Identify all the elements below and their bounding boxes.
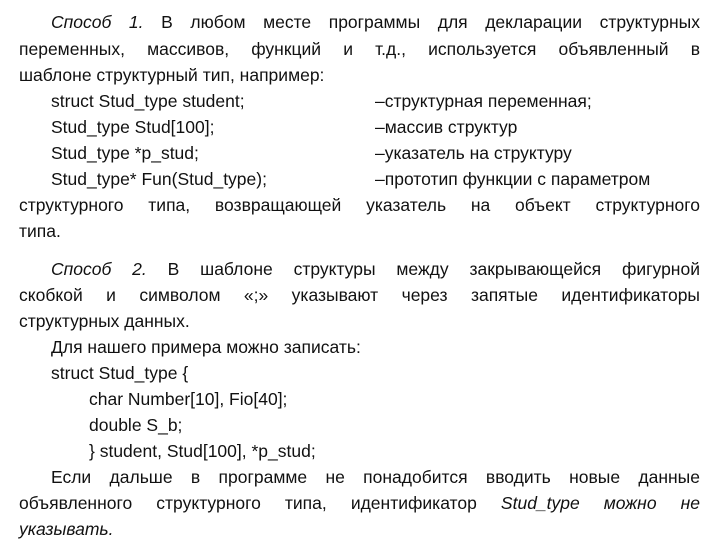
- method1-line8: структурного типа, возвращающей указатель на объект структурного: [19, 195, 700, 215]
- code-char-fields: char Number[10], Fio[40];: [89, 389, 288, 409]
- code-double-field: double S_b;: [89, 415, 183, 435]
- example-decl: Stud_type* Fun(Stud_type);: [51, 169, 267, 189]
- method1-line2: переменных, массивов, функций и т.д., используется объявленный в: [19, 39, 700, 59]
- method2-line10-italic: Stud_type можно не: [500, 493, 700, 513]
- method2-line3: структурных данных.: [19, 311, 190, 331]
- example-comment: –массив структур: [375, 117, 518, 137]
- code-struct-close: } student, Stud[100], *p_stud;: [89, 441, 316, 461]
- example-comment: –прототип функции с параметром: [375, 169, 651, 189]
- method2-line9: Если дальше в программе не понадобится вводить новые данные: [51, 467, 700, 487]
- method2-line1-text: В шаблоне структуры между закрывающейся фигурной: [146, 259, 700, 279]
- example-decl: struct Stud_type student;: [51, 91, 245, 111]
- method2-line11: указывать.: [19, 519, 114, 539]
- method1-line1-text: В любом месте программы для декларации структурных: [143, 12, 700, 32]
- example-comment: –структурная переменная;: [375, 91, 592, 111]
- method1-first-line: [51, 11, 700, 34]
- method2-line2: скобкой и символом «;» указывают через запятые идентификаторы: [19, 285, 700, 305]
- method1-label: Способ 1.: [51, 12, 144, 32]
- method2-line10: [19, 492, 700, 515]
- method1-line3: шаблоне структурный тип, например:: [19, 65, 325, 85]
- method2-line10-text: объявленного структурного типа, идентификатор: [19, 493, 501, 513]
- example-decl: Stud_type Stud[100];: [51, 117, 215, 137]
- method2-line4: Для нашего примера можно записать:: [51, 337, 361, 357]
- method2-first-line: [51, 258, 700, 281]
- example-decl: Stud_type *p_stud;: [51, 143, 199, 163]
- method2-label: Способ 2.: [51, 259, 147, 279]
- example-comment: –указатель на структуру: [375, 143, 572, 163]
- code-struct-open: struct Stud_type {: [51, 363, 189, 383]
- method1-line9: типа.: [19, 221, 61, 241]
